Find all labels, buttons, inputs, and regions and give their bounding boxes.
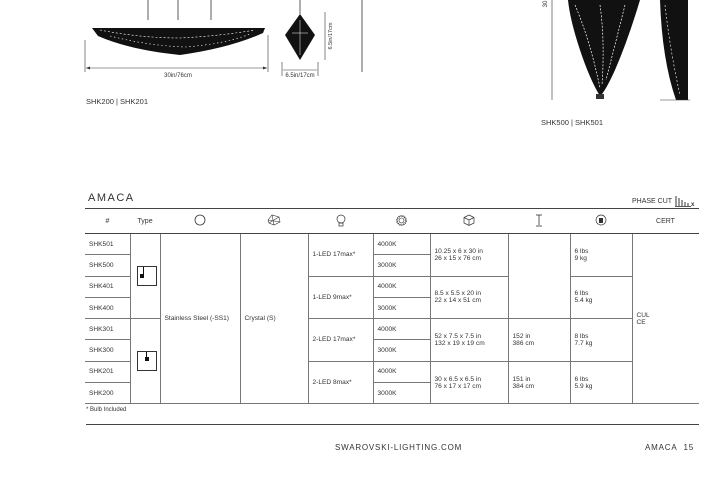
dimensions-cell [430, 234, 508, 277]
dimensions-in: 10.25 x 6 x 30 in [434, 247, 483, 255]
model-cell: SHK501 [85, 234, 130, 255]
lamp-cell: 2-LED 17max* [308, 319, 373, 362]
section-title: AMACA [88, 192, 135, 204]
right-drawing-caption: SHK500 | SHK501 [541, 118, 603, 127]
left-height-dim: 6.5in/17cm [328, 22, 334, 50]
type-diagram-icon [137, 266, 157, 286]
table-footnote: * Bulb Included [86, 404, 699, 425]
weight-kg: 5.4 kg [574, 297, 593, 305]
weight-cell [570, 234, 632, 277]
color-temp-cell: 4000K [373, 276, 430, 297]
type-cell-pendant [130, 234, 160, 319]
weight-lbs: 6 lbs [574, 290, 589, 298]
model-cell: SHK200 [85, 383, 130, 404]
cube-icon [463, 214, 475, 226]
weight-cell [570, 276, 632, 319]
crystal-cell: Crystal (S) [240, 234, 308, 404]
type-diagram-icon [137, 351, 157, 371]
header-type: Type [130, 209, 160, 234]
sun-icon [395, 214, 408, 227]
spec-table [85, 208, 699, 404]
weight-kg: 7.7 kg [574, 339, 593, 347]
drop-cm: 384 cm [512, 382, 535, 390]
color-temp-cell: 3000K [373, 383, 430, 404]
left-width-dim: 30in/76cm [164, 73, 192, 79]
color-temp-cell: 3000K [373, 255, 430, 276]
header-color [373, 209, 430, 234]
header-num: # [85, 209, 130, 234]
drop-cell [508, 361, 570, 404]
shk500-drawing [552, 0, 690, 100]
type-cell-chandelier [130, 319, 160, 404]
drop-in: 152 in [512, 332, 531, 340]
svg-text:x: x [690, 202, 695, 207]
weight-kg: 5.9 kg [574, 382, 593, 390]
cert-ce: CE [636, 318, 646, 326]
drop-in: 151 in [512, 375, 531, 383]
footer-page [645, 443, 694, 452]
lamp-cell: 1-LED 17max* [308, 234, 373, 277]
weight-cell [570, 361, 632, 404]
left-drawing-caption: SHK200 | SHK201 [86, 97, 148, 106]
dimensions-in: 30 x 6.5 x 6.5 in [434, 375, 482, 383]
model-cell: SHK301 [85, 319, 130, 340]
finish-cell: Stainless Steel (-SS1) [160, 234, 240, 404]
shk200-side-drawing [282, 0, 362, 76]
weight-icon [595, 214, 607, 226]
weight-lbs: 6 lbs [574, 375, 589, 383]
crystal-icon [267, 214, 281, 226]
shk200-front-drawing [85, 0, 268, 72]
footer-page-number: 15 [683, 443, 694, 452]
model-cell: SHK401 [85, 276, 130, 297]
color-temp-cell: 4000K [373, 361, 430, 382]
weight-kg: 9 kg [574, 254, 587, 262]
header-crystal [240, 209, 308, 234]
product-drawings [0, 0, 720, 190]
header-weight [570, 209, 632, 234]
phase-cut-label [632, 195, 696, 207]
header-lamp [308, 209, 373, 234]
dimensions-in: 8.5 x 5.5 x 20 in [434, 290, 482, 298]
drop-cm: 386 cm [512, 339, 535, 347]
header-cert: CERT [632, 209, 699, 234]
model-cell: SHK300 [85, 340, 130, 361]
footer-website[interactable]: SWAROVSKI-LIGHTING.COM [335, 443, 463, 452]
dimensions-cell [430, 319, 508, 362]
lamp-cell: 2-LED 8max* [308, 361, 373, 404]
left-depth-dim: 6.5in/17cm [285, 73, 315, 79]
dimensions-cell [430, 276, 508, 319]
cert-cul: CUL [636, 311, 650, 319]
weight-lbs: 8 lbs [574, 332, 589, 340]
bulb-icon [336, 214, 346, 227]
weight-lbs: 6 lbs [574, 247, 589, 255]
cert-cell [632, 234, 699, 404]
dimensions-cm: 22 x 14 x 51 cm [434, 297, 482, 305]
right-height-dim: 30 [543, 0, 549, 8]
color-temp-cell: 4000K [373, 234, 430, 255]
footer-section: AMACA [645, 443, 678, 452]
table-header-row [85, 209, 699, 234]
dimensions-cm: 76 x 17 x 17 cm [434, 382, 482, 390]
header-finish [160, 209, 240, 234]
header-dims [430, 209, 508, 234]
dimensions-cm: 26 x 15 x 76 cm [434, 254, 482, 262]
drop-length-icon [534, 214, 544, 227]
circle-icon [194, 214, 206, 226]
weight-cell [570, 319, 632, 362]
color-temp-cell: 3000K [373, 340, 430, 361]
color-temp-cell: 4000K [373, 319, 430, 340]
header-drop [508, 209, 570, 234]
drop-cell-empty [508, 234, 570, 319]
dimensions-cell [430, 361, 508, 404]
table-row [85, 234, 699, 255]
drop-cell [508, 319, 570, 362]
dimensions-cm: 132 x 19 x 19 cm [434, 339, 485, 347]
phase-cut-icon [674, 195, 696, 207]
model-cell: SHK500 [85, 255, 130, 276]
model-cell: SHK201 [85, 361, 130, 382]
dimensions-in: 52 x 7.5 x 7.5 in [434, 332, 482, 340]
lamp-cell: 1-LED 9max* [308, 276, 373, 319]
model-cell: SHK400 [85, 297, 130, 318]
phase-cut-text: PHASE CUT [632, 197, 672, 205]
color-temp-cell: 3000K [373, 297, 430, 318]
